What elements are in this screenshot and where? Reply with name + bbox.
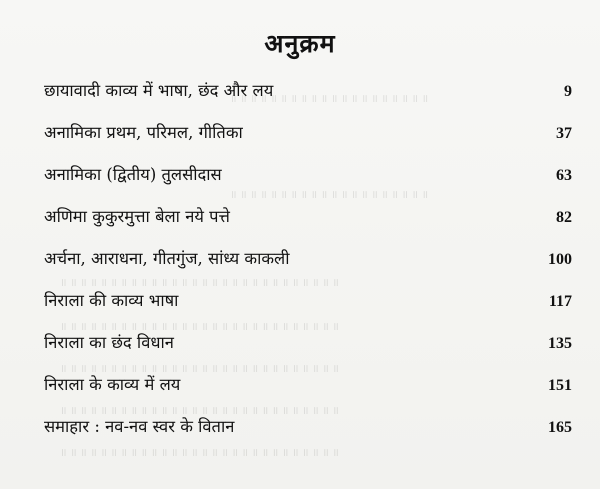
toc-entry-1 [44, 78, 572, 120]
toc-entry-4 [44, 204, 572, 246]
toc-entry-page: 82 [556, 209, 572, 226]
toc-entry-title: निराला का छंद विधान [44, 333, 174, 352]
toc-entry-page: 63 [556, 167, 572, 184]
toc-entry-7 [44, 330, 572, 372]
bleed-through-text: ॥ ॥ ॥ ॥ ॥ ॥ ॥ ॥ ॥ ॥ ॥ ॥ ॥ ॥ ॥ ॥ ॥ ॥ ॥ ॥ ॥ ॥ ॥ ॥ ॥ ॥ ॥ ॥ [60, 404, 339, 417]
toc-entry-page: 100 [548, 251, 572, 268]
toc-entry-title: निराला के काव्य में लय [44, 375, 181, 394]
toc-entry-page: 165 [548, 419, 572, 436]
toc-entry-page: 151 [548, 377, 572, 394]
toc-entry-title: छायावादी काव्य में भाषा, छंद और लय [44, 81, 274, 100]
toc-entry-title: अनामिका (द्वितीय) तुलसीदास [44, 165, 222, 184]
toc-entry-title: समाहार : नव-नव स्वर के वितान [44, 417, 235, 436]
bleed-through-text: ॥ ॥ ॥ ॥ ॥ ॥ ॥ ॥ ॥ ॥ ॥ ॥ ॥ ॥ ॥ ॥ ॥ ॥ ॥ ॥ [230, 188, 429, 201]
bleed-through-text: ॥ ॥ ॥ ॥ ॥ ॥ ॥ ॥ ॥ ॥ ॥ ॥ ॥ ॥ ॥ ॥ ॥ ॥ ॥ ॥ ॥ ॥ ॥ ॥ ॥ ॥ ॥ ॥ [60, 362, 339, 375]
bleed-through-text: ॥ ॥ ॥ ॥ ॥ ॥ ॥ ॥ ॥ ॥ ॥ ॥ ॥ ॥ ॥ ॥ ॥ ॥ ॥ ॥ [230, 92, 429, 105]
toc-entry-title: अणिमा कुकुरमुत्ता बेला नये पत्ते [44, 207, 230, 226]
page-title: अनुक्रम [264, 29, 336, 58]
toc-entry-page: 37 [556, 125, 572, 142]
toc-entry-2 [44, 120, 572, 162]
toc-entry-5 [44, 246, 572, 288]
bleed-through-text: ॥ ॥ ॥ ॥ ॥ ॥ ॥ ॥ ॥ ॥ ॥ ॥ ॥ ॥ ॥ ॥ ॥ ॥ ॥ ॥ ॥ ॥ ॥ ॥ ॥ ॥ ॥ ॥ [60, 276, 339, 289]
table-of-contents [44, 78, 572, 456]
toc-entry-9 [44, 414, 572, 456]
toc-entry-title: अनामिका प्रथम, परिमल, गीतिका [44, 123, 243, 142]
bleed-through-text: ॥ ॥ ॥ ॥ ॥ ॥ ॥ ॥ ॥ ॥ ॥ ॥ ॥ ॥ ॥ ॥ ॥ ॥ ॥ ॥ ॥ ॥ ॥ ॥ ॥ ॥ ॥ ॥ [60, 446, 339, 459]
toc-entry-page: 135 [548, 335, 572, 352]
toc-entry-page: 117 [548, 293, 572, 310]
toc-entry-title: निराला की काव्य भाषा [44, 291, 179, 310]
toc-entry-6 [44, 288, 572, 330]
toc-entry-8 [44, 372, 572, 414]
toc-entry-page: 9 [564, 83, 572, 100]
toc-entry-title: अर्चना, आराधना, गीतगुंज, सांध्य काकली [44, 249, 290, 268]
bleed-through-text: ॥ ॥ ॥ ॥ ॥ ॥ ॥ ॥ ॥ ॥ ॥ ॥ ॥ ॥ ॥ ॥ ॥ ॥ ॥ ॥ ॥ ॥ ॥ ॥ ॥ ॥ ॥ ॥ [60, 320, 339, 333]
toc-entry-3 [44, 162, 572, 204]
